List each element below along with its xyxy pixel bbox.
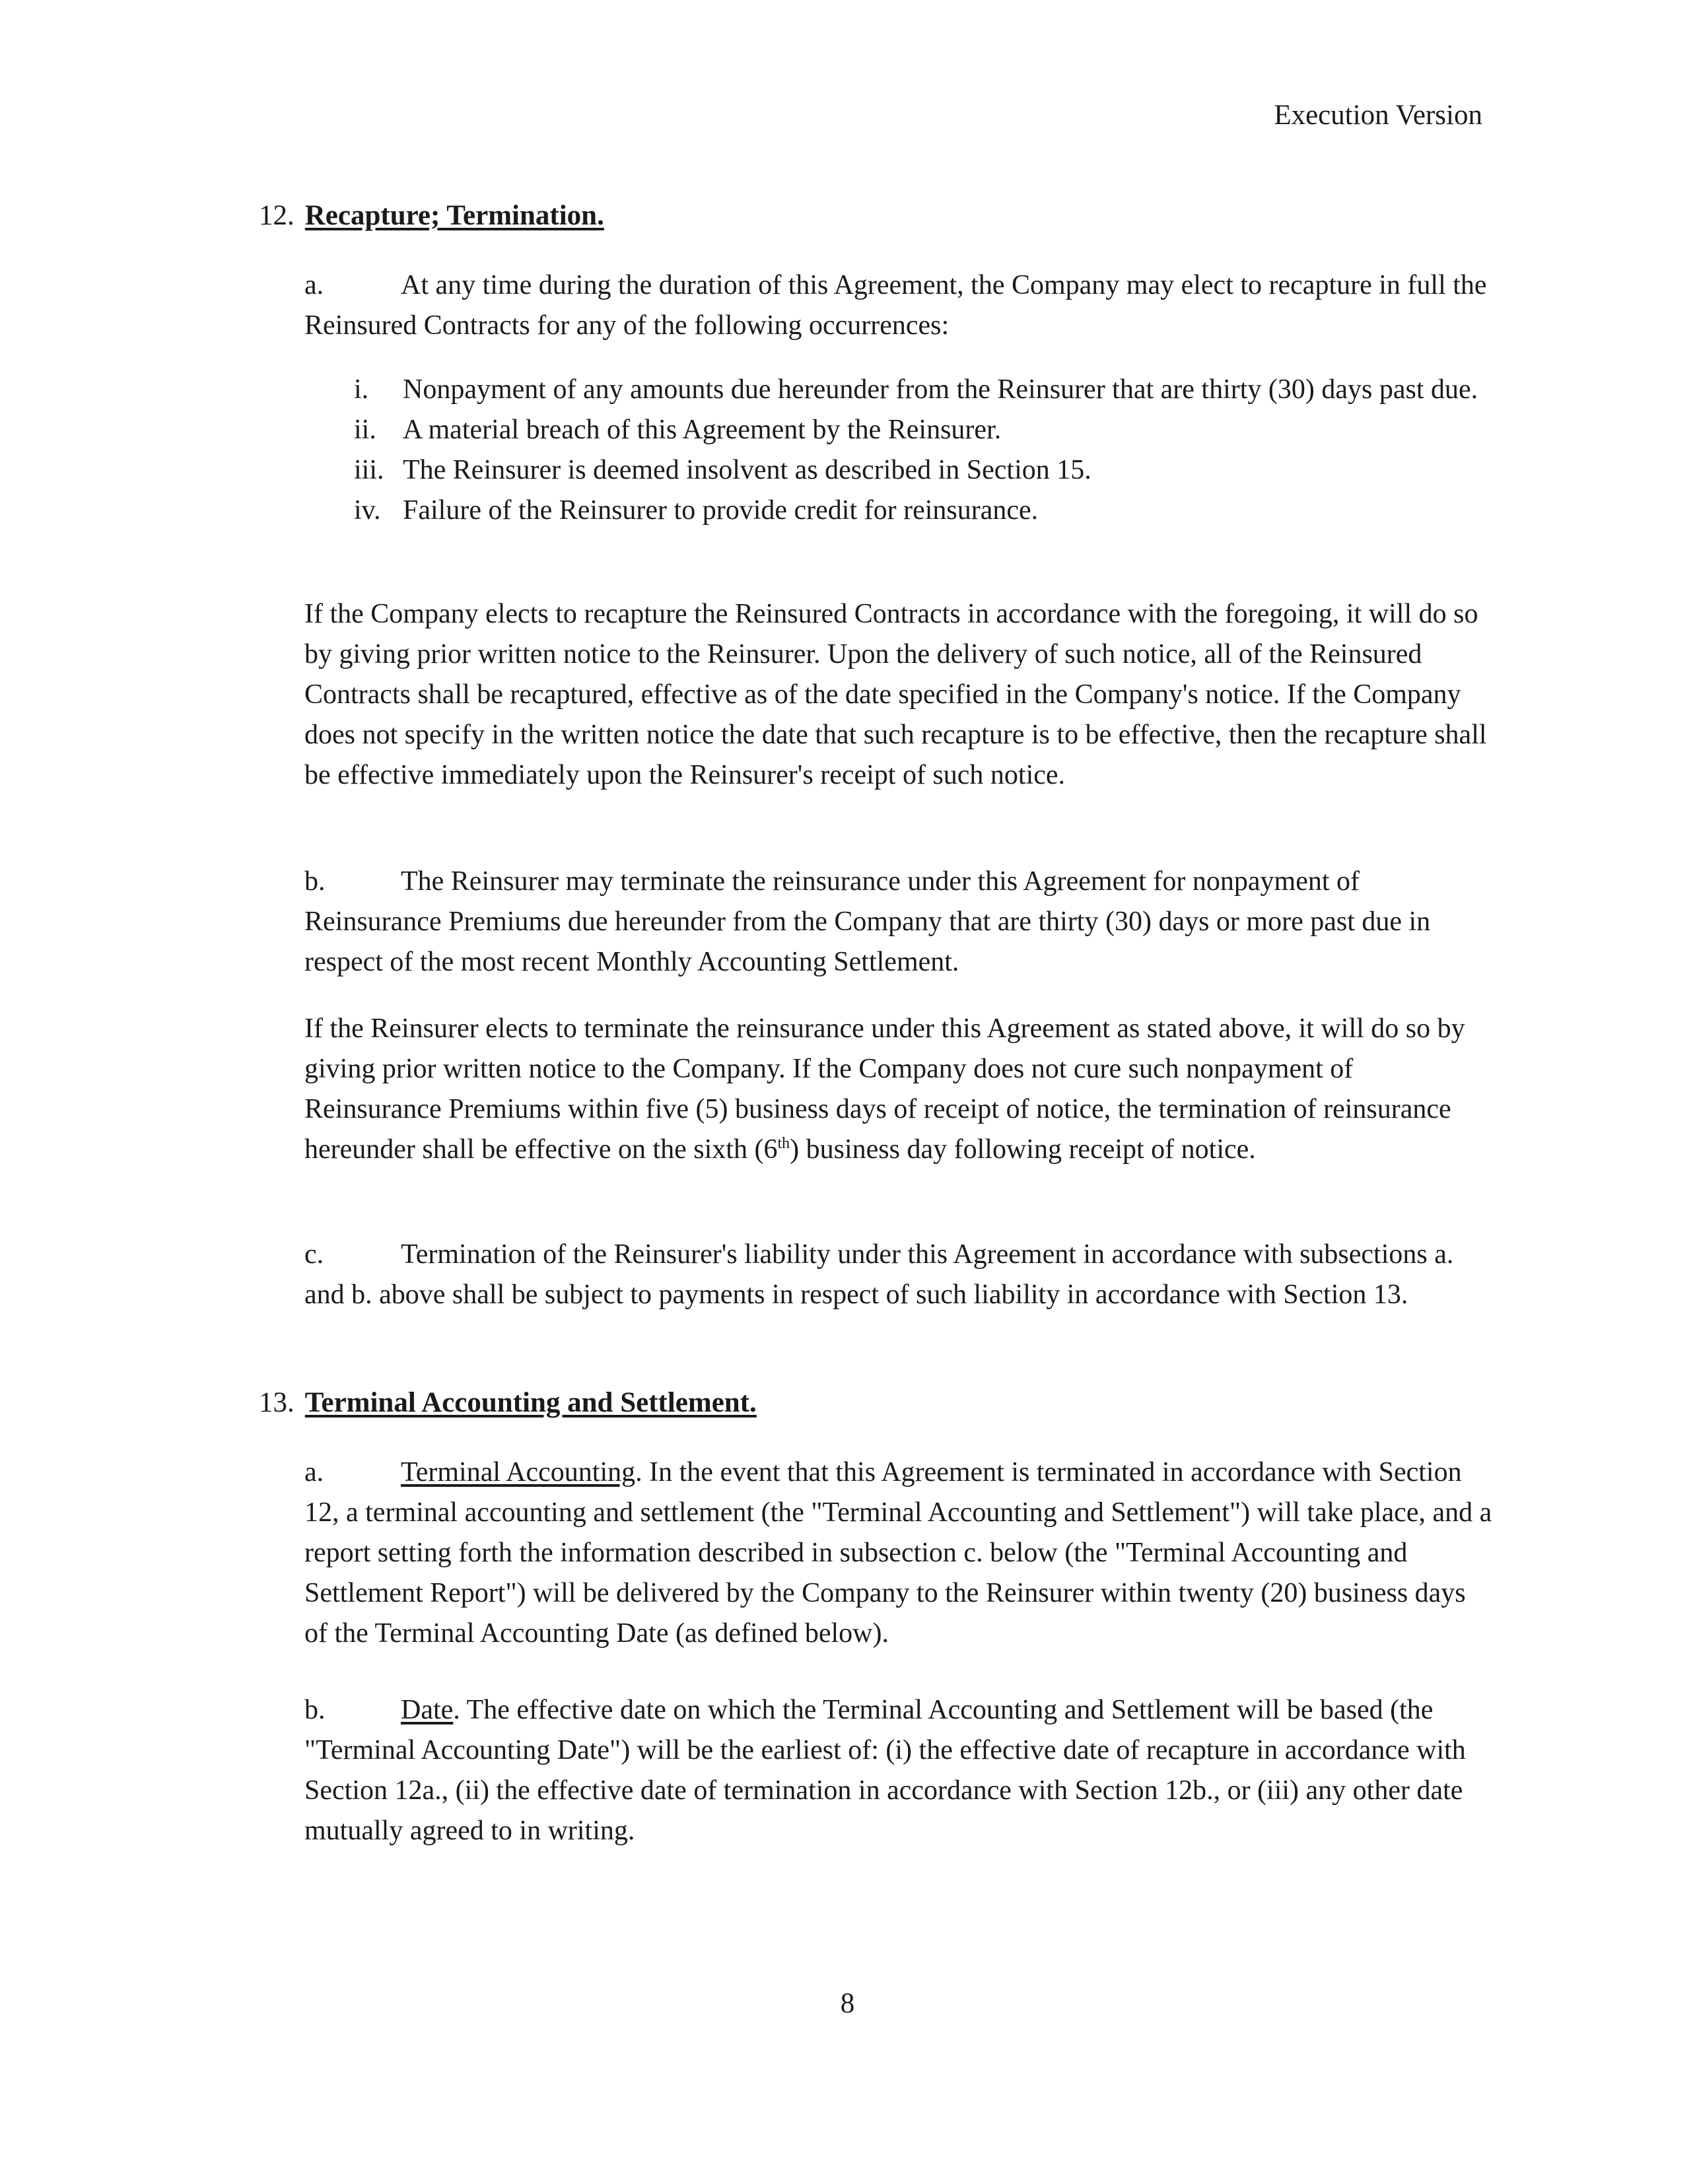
section-12-heading	[259, 199, 604, 232]
section-13b-subtitle: Date	[401, 1695, 454, 1725]
section-12b-text: The Reinsurer may terminate the reinsurance under this Agreement for nonpayment of Reinsurance Premiums due hereunder from the Company that are thirty (30) days or more past due in respect of the most recent Monthly Accounting Settlement.	[304, 866, 1431, 977]
list-item-marker: i.	[354, 374, 369, 405]
section-12a-marker: a.	[304, 270, 324, 300]
section-13a-subtitle: Terminal Accounting	[401, 1457, 636, 1487]
section-13a-marker: a.	[304, 1457, 324, 1487]
section-12b-paragraph	[304, 862, 1493, 982]
section-12a-paragraph	[304, 265, 1493, 346]
page-number: 8	[840, 1988, 855, 2019]
termination-text-before: If the Reinsurer elects to terminate the reinsurance under this Agreement as stated above, it will do so by giving prior written notice to the Company. If the Company does not cure such nonpayment of Reinsurance Premiums within five (5) business days of receipt of notice, the termination of reinsurance hereunder shall be effective on the sixth (6	[304, 1013, 1465, 1165]
recapture-notice-paragraph: If the Company elects to recapture the Reinsured Contracts in accordance with the foregoing, it will do so by giving prior written notice to the Reinsurer. Upon the delivery of such notice, all of the Reinsured Contracts shall be recaptured, effective as of the date specified in the Company's notice. If the Company does not specify in the written notice the date that such recapture is to be effective, then the recapture shall be effective immediately upon the Reinsurer's receipt of such notice.	[304, 599, 1487, 790]
section-12c-marker: c.	[304, 1239, 324, 1270]
list-item-marker: iv.	[354, 495, 381, 526]
section-13a-paragraph	[304, 1452, 1493, 1654]
list-item-text: The Reinsurer is deemed insolvent as described in Section 15.	[403, 455, 1091, 485]
section-12c-text: Termination of the Reinsurer's liability under this Agreement in accordance with subsections a. and b. above shall be subject to payments in respect of such liability in accordance with Section 13.	[304, 1239, 1454, 1310]
section-13b-paragraph	[304, 1690, 1493, 1851]
section-13-number: 13.	[259, 1387, 294, 1418]
ordinal-superscript: th	[777, 1135, 790, 1152]
section-12a-text: At any time during the duration of this Agreement, the Company may elect to recapture in full the Reinsured Contracts for any of the following occurrences:	[304, 270, 1487, 341]
list-item	[354, 410, 1503, 450]
list-item-text: A material breach of this Agreement by the Reinsurer.	[403, 415, 1002, 445]
list-item-text: Nonpayment of any amounts due hereunder from the Reinsurer that are thirty (30) days past due.	[403, 374, 1478, 405]
section-13-heading	[259, 1386, 757, 1419]
recapture-occurrence-list	[354, 370, 1503, 531]
list-item	[354, 491, 1503, 531]
section-12-number: 12.	[259, 200, 294, 231]
termination-text-after: ) business day following receipt of notice.	[790, 1134, 1256, 1165]
section-13b-text: . The effective date on which the Terminal Accounting and Settlement will be based (the "Terminal Accounting Date") will be the earliest of: (i) the effective date of recapture in accordance with Section 12a., (ii) the effective date of termination in accordance with Section 12b., or (iii) any other date mutually agreed to in writing.	[304, 1695, 1466, 1846]
section-12b-marker: b.	[304, 866, 326, 897]
section-12-title: Recapture; Termination.	[304, 200, 604, 231]
section-13a-text: . In the event that this Agreement is terminated in accordance with Section 12, a terminal accounting and settlement (the "Terminal Accounting and Settlement") will take place, and a report setting forth the information described in subsection c. below (the "Terminal Accounting and Settlement Report") will be delivered by the Company to the Reinsurer within twenty (20) business days of the Terminal Accounting Date (as defined below).	[304, 1457, 1492, 1649]
list-item-marker: ii.	[354, 415, 376, 445]
termination-notice-paragraph	[304, 1009, 1493, 1170]
section-13b-marker: b.	[304, 1695, 326, 1725]
list-item-text: Failure of the Reinsurer to provide credit for reinsurance.	[403, 495, 1039, 526]
execution-version-label: Execution Version	[1274, 100, 1482, 131]
section-13-title: Terminal Accounting and Settlement.	[304, 1387, 757, 1418]
section-12c-paragraph	[304, 1235, 1493, 1315]
list-item-marker: iii.	[354, 455, 384, 485]
list-item	[354, 450, 1503, 491]
list-item	[354, 370, 1503, 410]
